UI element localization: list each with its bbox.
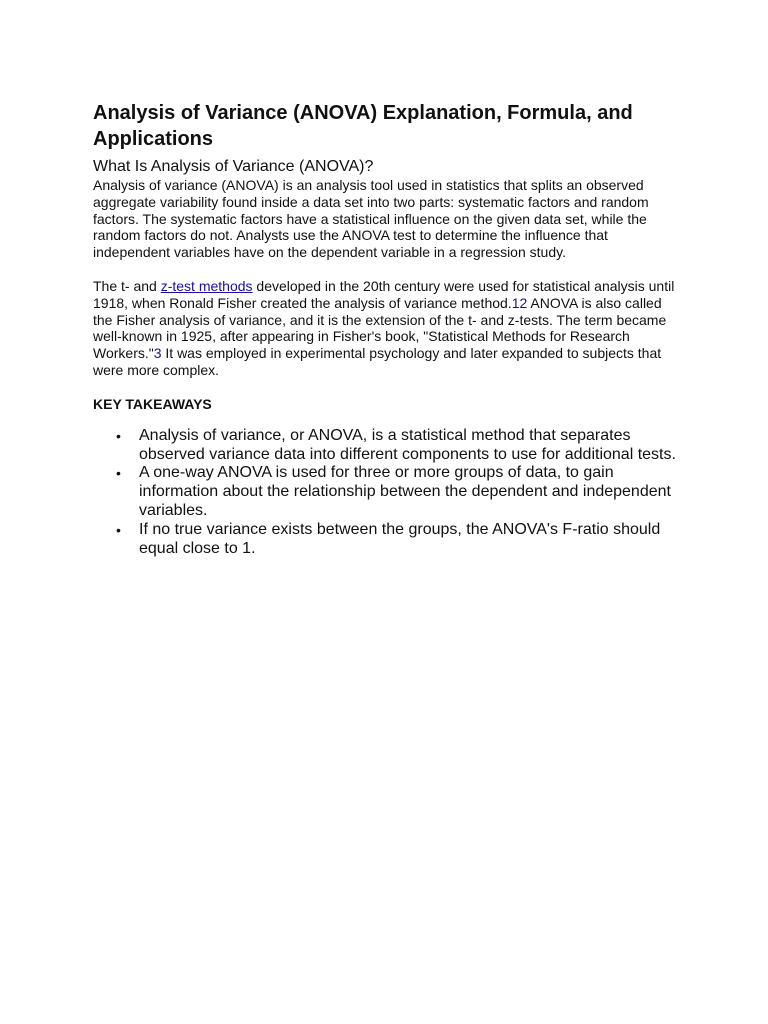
history-paragraph: [93, 278, 683, 379]
document-page: [93, 100, 683, 558]
list-item: [116, 464, 683, 520]
bullet-icon: •: [116, 427, 121, 444]
key-takeaways-list: [93, 427, 683, 559]
section-subtitle: What Is Analysis of Variance (ANOVA)?: [93, 158, 374, 175]
page-title: Analysis of Variance (ANOVA) Explanation, Formula, and Applications: [93, 102, 633, 150]
history-text-3: ANOVA is also called the Fisher analysis of variance, and it is the extension of the t- and z-tests. The term became well-known in 1925, after appearing in Fisher's book, "Statistical Methods for Research Workers.": [93, 294, 667, 362]
z-test-methods-link[interactable]: z-test methods: [160, 277, 253, 294]
reference-link-3[interactable]: 3: [153, 345, 162, 362]
takeaway-text: Analysis of variance, or ANOVA, is a statistical method that separates observed variance data into different components to use for additional tests.: [139, 426, 676, 463]
reference-link-12[interactable]: 12: [511, 294, 528, 311]
history-text-1: The t- and: [93, 277, 161, 294]
takeaway-text: A one-way ANOVA is used for three or more groups of data, to gain information about the relationship between the dependent and independent variables.: [139, 464, 671, 519]
list-item: [116, 520, 683, 559]
key-takeaways-heading: KEY TAKEAWAYS: [93, 395, 212, 412]
bullet-icon: •: [116, 521, 121, 538]
intro-paragraph: Analysis of variance (ANOVA) is an analysis tool used in statistics that splits an observed aggregate variability found inside a data set into two parts: systematic factors and random factors. The systematic factors have a statistical influence on the given data set, while the random factors do not. Analysts use the ANOVA test to determine the influence that independent variables have on the dependent variable in a regression study.: [93, 177, 649, 261]
history-text-4: It was employed in experimental psychology and later expanded to subjects that were more complex.: [93, 345, 662, 378]
list-item: [116, 426, 683, 465]
history-text-2: developed in the 20th century were used for statistical analysis until 1918, when Ronald Fisher created the analysis of variance method.: [93, 277, 675, 311]
takeaway-text: If no true variance exists between the groups, the ANOVA's F-ratio should equal close to 1.: [139, 520, 661, 557]
bullet-icon: •: [116, 465, 121, 482]
